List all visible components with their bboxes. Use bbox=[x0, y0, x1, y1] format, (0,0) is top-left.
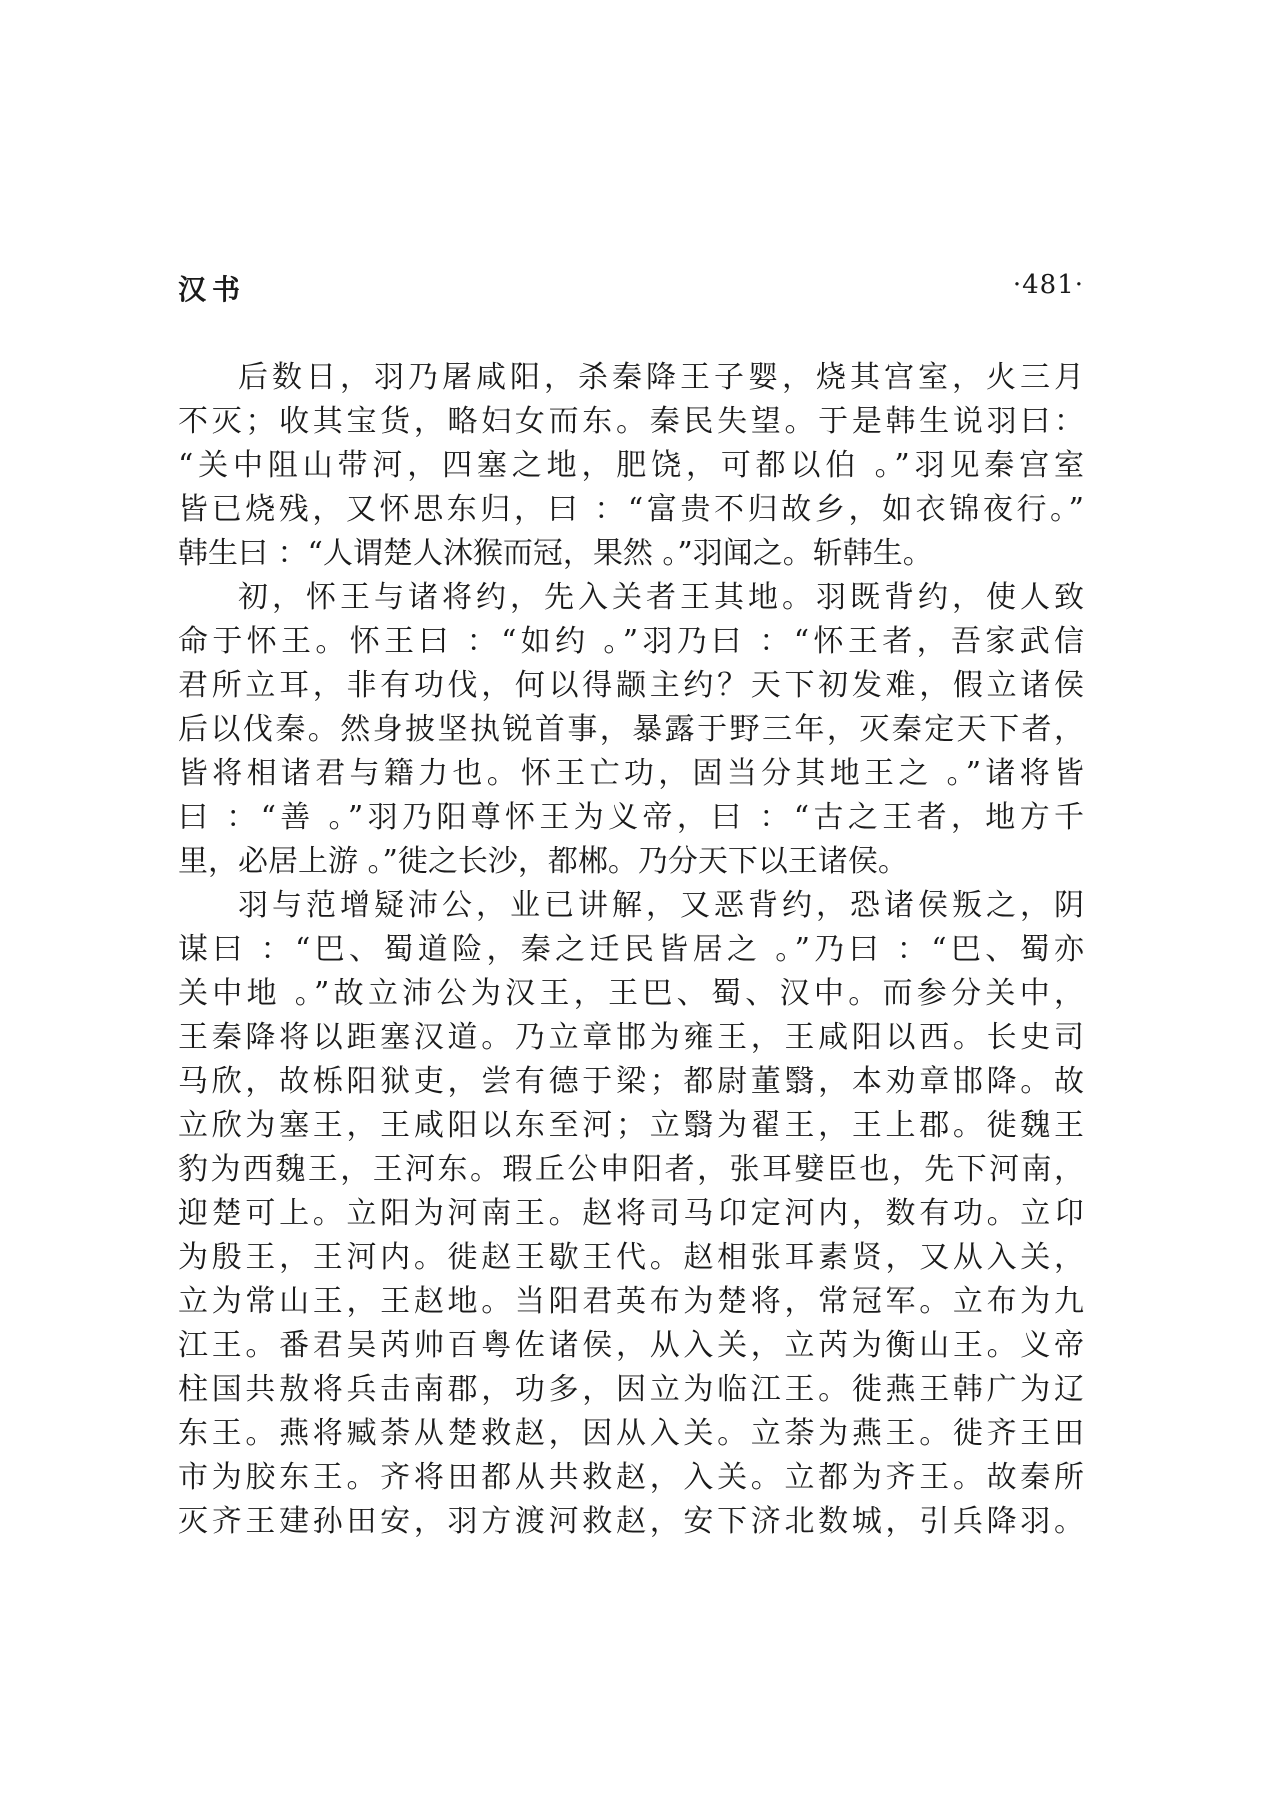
page-number: ·481· bbox=[1012, 270, 1084, 300]
running-head bbox=[178, 268, 1084, 308]
text-line: 市为胶东王。齐将田都从共救赵，入关。立都为齐王。故秦所 bbox=[178, 1460, 1084, 1495]
text-line: 马欣，故栎阳狱吏，尝有德于梁；都尉董翳，本劝章邯降。故 bbox=[178, 1064, 1084, 1099]
text-line: 豹为西魏王，王河东。瑕丘公申阳者，张耳嬖臣也，先下河南， bbox=[178, 1152, 1084, 1187]
text-line: 初，怀王与诸将约，先入关者王其地。羽既背约，使人致 bbox=[238, 580, 1084, 615]
text-line: 皆已烧残，又怀思东归，曰 ：“富贵不归故乡，如衣锦夜行。” bbox=[178, 492, 1084, 527]
text-line: 立为常山王，王赵地。当阳君英布为楚将，常冠军。立布为九 bbox=[178, 1284, 1084, 1319]
text-line: 灭齐王建孙田安，羽方渡河救赵，安下济北数城，引兵降羽。 bbox=[178, 1504, 1084, 1539]
text-line: 王秦降将以距塞汉道。乃立章邯为雍王，王咸阳以西。长史司 bbox=[178, 1020, 1084, 1055]
text-line: “关中阻山带河，四塞之地，肥饶，可都以伯 。”羽见秦宫室 bbox=[178, 448, 1084, 483]
text-line: 后数日，羽乃屠咸阳，杀秦降王子婴，烧其宫室，火三月 bbox=[238, 360, 1084, 395]
text-line: 后以伐秦。然身披坚执锐首事，暴露于野三年，灭秦定天下者， bbox=[178, 712, 1084, 747]
text-line: 里，必居上游 。”徙之长沙，都郴。乃分天下以王诸侯。 bbox=[178, 844, 908, 879]
text-line: 韩生曰 ：“人谓楚人沐猴而冠，果然 。”羽闻之。斩韩生。 bbox=[178, 536, 933, 571]
text-line: 皆将相诸君与籍力也。怀王亡功，固当分其地王之 。”诸将皆 bbox=[178, 756, 1084, 791]
text-line: 曰 ：“善 。”羽乃阳尊怀王为义帝，曰 ：“古之王者，地方千 bbox=[178, 800, 1084, 835]
text-line: 为殷王，王河内。徙赵王歇王代。赵相张耳素贤，又从入关， bbox=[178, 1240, 1084, 1275]
text-line: 柱国共敖将兵击南郡，功多，因立为临江王。徙燕王韩广为辽 bbox=[178, 1372, 1084, 1407]
text-line: 迎楚可上。立阳为河南王。赵将司马卬定河内，数有功。立卬 bbox=[178, 1196, 1084, 1231]
text-line: 东王。燕将臧荼从楚救赵，因从入关。立荼为燕王。徙齐王田 bbox=[178, 1416, 1084, 1451]
book-title: 汉书 bbox=[178, 273, 247, 306]
text-line: 羽与范增疑沛公，业已讲解，又恶背约，恐诸侯叛之，阴 bbox=[238, 888, 1084, 923]
text-line: 立欣为塞王，王咸阳以东至河；立翳为翟王，王上郡。徙魏王 bbox=[178, 1108, 1084, 1143]
text-line: 关中地 。”故立沛公为汉王，王巴、蜀、汉中。而参分关中， bbox=[178, 976, 1084, 1011]
text-line: 不灭；收其宝货，略妇女而东。秦民失望。于是韩生说羽曰： bbox=[178, 404, 1084, 439]
text-line: 谋曰 ：“巴、蜀道险，秦之迁民皆居之 。”乃曰 ：“巴、蜀亦 bbox=[178, 932, 1084, 967]
paragraph bbox=[178, 884, 1084, 1544]
text-line: 江王。番君吴芮帅百粤佐诸侯，从入关，立芮为衡山王。义帝 bbox=[178, 1328, 1084, 1363]
body-text bbox=[178, 356, 1084, 1544]
text-line: 君所立耳，非有功伐，何以得颛主约？天下初发难，假立诸侯 bbox=[178, 668, 1084, 703]
text-line: 命于怀王。怀王曰 ：“如约 。”羽乃曰 ：“怀王者，吾家武信 bbox=[178, 624, 1084, 659]
paragraph bbox=[178, 576, 1084, 884]
paragraph bbox=[178, 356, 1084, 576]
